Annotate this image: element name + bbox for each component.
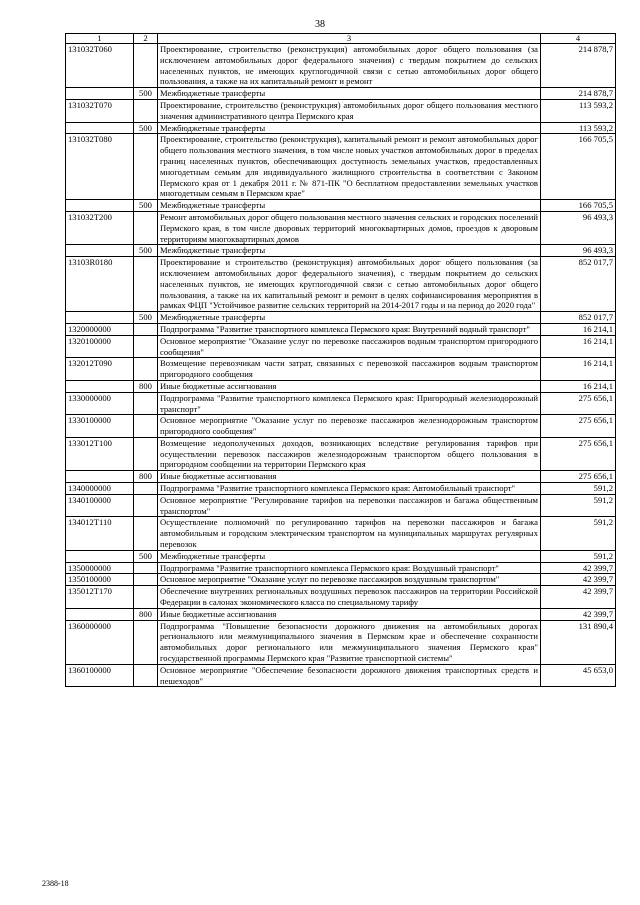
table-row <box>66 122 616 134</box>
description-cell: Осуществление полномочий по регулированию тарифов на перевозки пассажиров и багажа автомобильным и городским электрическим транспортом на муниципальных маршрутах регулярных перевозок <box>158 517 541 550</box>
description-cell: Обеспечение внутренних региональных воздушных перевозок пассажиров на территории Российской Федерации в салонах экономического класса по специальному тарифу <box>158 586 541 609</box>
description-cell: Проектирование, строительство (реконструкция) автомобильных дорог общего пользования (за исключением автомобильных дорог федерального значения) с твердым покрытием до сельских населенных пунктов, не имеющих круглогодичной связи с сетью автомобильных дорог общего пользования, а также на их капитальный ремонт и ремонт <box>158 44 541 88</box>
column-header: 1 <box>66 34 134 44</box>
expense-type-cell <box>134 494 158 517</box>
description-cell: Межбюджетные трансферты <box>158 88 541 100</box>
description-cell: Подпрограмма "Развитие транспортного комплекса Пермского края: Внутренний водный транспорт" <box>158 323 541 335</box>
budget-code-cell: 1330100000 <box>66 415 134 438</box>
expense-type-cell <box>134 586 158 609</box>
description-cell: Основное мероприятие "Регулирование тарифов на перевозки пассажиров и багажа общественным транспортом" <box>158 494 541 517</box>
budget-code-cell: 133012Т100 <box>66 437 134 470</box>
expense-type-cell <box>134 358 158 381</box>
expense-type-cell: 800 <box>134 608 158 620</box>
amount-cell: 42 399,7 <box>541 608 616 620</box>
budget-code-cell: 1330000000 <box>66 392 134 415</box>
description-cell: Основное мероприятие "Обеспечение безопасности дорожного движения транспортных средств и пешеходов" <box>158 664 541 687</box>
description-cell: Подпрограмма "Развитие транспортного комплекса Пермского края: Пригородный железнодорожный транспорт" <box>158 392 541 415</box>
expense-type-cell <box>134 335 158 358</box>
table-row <box>66 494 616 517</box>
table-row <box>66 312 616 324</box>
budget-code-cell: 1360000000 <box>66 620 134 664</box>
expense-type-cell: 500 <box>134 245 158 257</box>
table-row <box>66 415 616 438</box>
budget-code-cell: 135012Т170 <box>66 586 134 609</box>
table-row <box>66 200 616 212</box>
expense-type-cell <box>134 562 158 574</box>
expense-type-cell <box>134 323 158 335</box>
expense-type-cell <box>134 664 158 687</box>
amount-cell: 214 878,7 <box>541 88 616 100</box>
description-cell: Иные бюджетные ассигнования <box>158 380 541 392</box>
expense-type-cell <box>134 620 158 664</box>
table-row <box>66 323 616 335</box>
budget-code-cell: 1320000000 <box>66 323 134 335</box>
amount-cell: 275 656,1 <box>541 437 616 470</box>
description-cell: Межбюджетные трансферты <box>158 122 541 134</box>
table-row <box>66 562 616 574</box>
amount-cell: 16 214,1 <box>541 323 616 335</box>
budget-code-cell: 132012Т090 <box>66 358 134 381</box>
amount-cell: 45 653,0 <box>541 664 616 687</box>
expense-type-cell: 500 <box>134 88 158 100</box>
amount-cell: 275 656,1 <box>541 471 616 483</box>
expense-type-cell <box>134 211 158 244</box>
amount-cell: 852 017,7 <box>541 257 616 312</box>
amount-cell: 42 399,7 <box>541 574 616 586</box>
expense-type-cell <box>134 415 158 438</box>
expense-type-cell <box>134 437 158 470</box>
description-cell: Межбюджетные трансферты <box>158 312 541 324</box>
amount-cell: 131 890,4 <box>541 620 616 664</box>
description-cell: Иные бюджетные ассигнования <box>158 471 541 483</box>
budget-code-cell <box>66 608 134 620</box>
amount-cell: 16 214,1 <box>541 358 616 381</box>
table-row <box>66 437 616 470</box>
description-cell: Проектирование, строительство (реконструкция) автомобильных дорог общего пользования местного значения административного центра Пермского края <box>158 99 541 122</box>
table-row <box>66 620 616 664</box>
expense-type-cell <box>134 392 158 415</box>
budget-code-cell: 131032Т070 <box>66 99 134 122</box>
budget-code-cell: 13103R0180 <box>66 257 134 312</box>
budget-code-cell <box>66 550 134 562</box>
expense-type-cell <box>134 574 158 586</box>
description-cell: Основное мероприятие "Оказание услуг по перевозке пассажиров водным транспортом пригородного сообщения" <box>158 335 541 358</box>
budget-code-cell <box>66 380 134 392</box>
budget-code-cell <box>66 88 134 100</box>
budget-code-cell <box>66 200 134 212</box>
amount-cell: 166 705,5 <box>541 134 616 200</box>
budget-code-cell: 131032Т080 <box>66 134 134 200</box>
description-cell: Межбюджетные трансферты <box>158 550 541 562</box>
description-cell: Межбюджетные трансферты <box>158 200 541 212</box>
budget-code-cell: 1350100000 <box>66 574 134 586</box>
budget-code-cell <box>66 312 134 324</box>
expense-type-cell <box>134 483 158 495</box>
page-number: 38 <box>315 19 325 30</box>
budget-code-cell: 1360100000 <box>66 664 134 687</box>
amount-cell: 591,2 <box>541 494 616 517</box>
expense-type-cell <box>134 99 158 122</box>
table-row <box>66 608 616 620</box>
document-footer-code: 2388-18 <box>42 879 69 888</box>
expense-type-cell <box>134 134 158 200</box>
description-cell: Подпрограмма "Развитие транспортного комплекса Пермского края: Автомобильный транспорт" <box>158 483 541 495</box>
amount-cell: 591,2 <box>541 483 616 495</box>
expense-type-cell: 500 <box>134 200 158 212</box>
table-row <box>66 88 616 100</box>
table-row <box>66 517 616 550</box>
table-row <box>66 471 616 483</box>
amount-cell: 275 656,1 <box>541 392 616 415</box>
amount-cell: 42 399,7 <box>541 562 616 574</box>
description-cell: Подпрограмма "Повышение безопасности дорожного движения на автомобильных дорогах регионального или межмуниципального значения в Пермском крае и обеспечение сохранности автомобильных дорог регионального или межмуниципального значения Пермского края" государственной программы Пермского края "Развитие транспортной системы" <box>158 620 541 664</box>
amount-cell: 275 656,1 <box>541 415 616 438</box>
budget-code-cell: 1340100000 <box>66 494 134 517</box>
amount-cell: 42 399,7 <box>541 586 616 609</box>
table-row <box>66 335 616 358</box>
table-row <box>66 134 616 200</box>
table-row <box>66 245 616 257</box>
table-row <box>66 257 616 312</box>
expense-type-cell: 500 <box>134 122 158 134</box>
description-cell: Основное мероприятие "Оказание услуг по перевозке пассажиров воздушным транспортом" <box>158 574 541 586</box>
budget-code-cell <box>66 245 134 257</box>
table-row <box>66 211 616 244</box>
description-cell: Межбюджетные трансферты <box>158 245 541 257</box>
column-header: 4 <box>541 34 616 44</box>
budget-code-cell: 1340000000 <box>66 483 134 495</box>
amount-cell: 113 593,2 <box>541 99 616 122</box>
expense-type-cell <box>134 517 158 550</box>
description-cell: Иные бюджетные ассигнования <box>158 608 541 620</box>
amount-cell: 166 705,5 <box>541 200 616 212</box>
expense-type-cell: 800 <box>134 380 158 392</box>
table-row <box>66 550 616 562</box>
description-cell: Подпрограмма "Развитие транспортного комплекса Пермского края: Воздушный транспорт" <box>158 562 541 574</box>
description-cell: Возмещение перевозчикам части затрат, связанных с перевозкой пассажиров водным транспортом пригородного сообщения <box>158 358 541 381</box>
expense-type-cell: 500 <box>134 550 158 562</box>
table-row <box>66 574 616 586</box>
table-row <box>66 586 616 609</box>
budget-code-cell: 1320100000 <box>66 335 134 358</box>
table-row <box>66 99 616 122</box>
budget-code-cell: 134012Т110 <box>66 517 134 550</box>
table-row <box>66 358 616 381</box>
expense-type-cell <box>134 44 158 88</box>
budget-code-cell <box>66 122 134 134</box>
description-cell: Возмещение недополученных доходов, возникающих вследствие регулирования тарифов при осуществлении перевозок пассажиров железнодорожным транспортом общего пользования в пригородном сообщении на территории Пермского края <box>158 437 541 470</box>
expense-type-cell: 800 <box>134 471 158 483</box>
description-cell: Ремонт автомобильных дорог общего пользования местного значения сельских и городских поселений Пермского края, в том числе дворовых территорий многоквартирных домов, проездов к дворовым территориям многоквартирных домов <box>158 211 541 244</box>
amount-cell: 591,2 <box>541 517 616 550</box>
amount-cell: 852 017,7 <box>541 312 616 324</box>
expense-type-cell <box>134 257 158 312</box>
description-cell: Проектирование и строительство (реконструкция) автомобильных дорог общего пользования (за исключением автомобильных дорог федерального значения), с твердым покрытием до сельских населенных пунктов, не имеющих круглогодичной связи с сетью автомобильных дорог общего пользования, а также на их капитальный ремонт и ремонт в целях софинансирования мероприятия в рамках ФЦП "Устойчивое развитие сельских территорий на 2014-2017 годы и на период до 2020 года" <box>158 257 541 312</box>
budget-table <box>65 33 616 687</box>
description-cell: Проектирование, строительство (реконструкция), капитальный ремонт и ремонт автомобильных дорог общего пользования местного значения, в том числе новых участков автомобильных дорог в пределах границ населенных пунктов, обеспечивающих доступность земельных участков, предоставленных многодетным семьям для индивидуального жилищного строительства в соответствии с Законом Пермского края от 1 декабря 2011 г. № 871-ПК "О бесплатном предоставлении земельных участков многодетным семьям в Пермском крае" <box>158 134 541 200</box>
amount-cell: 16 214,1 <box>541 380 616 392</box>
table-header-row <box>66 34 616 44</box>
budget-code-cell <box>66 471 134 483</box>
table-body <box>66 44 616 687</box>
amount-cell: 16 214,1 <box>541 335 616 358</box>
amount-cell: 113 593,2 <box>541 122 616 134</box>
table-row <box>66 44 616 88</box>
table-row <box>66 664 616 687</box>
budget-code-cell: 1350000000 <box>66 562 134 574</box>
expense-type-cell: 500 <box>134 312 158 324</box>
amount-cell: 96 493,3 <box>541 211 616 244</box>
amount-cell: 214 878,7 <box>541 44 616 88</box>
table-row <box>66 392 616 415</box>
amount-cell: 591,2 <box>541 550 616 562</box>
column-header: 3 <box>158 34 541 44</box>
table-row <box>66 483 616 495</box>
table-row <box>66 380 616 392</box>
budget-code-cell: 131032Т060 <box>66 44 134 88</box>
column-header: 2 <box>134 34 158 44</box>
amount-cell: 96 493,3 <box>541 245 616 257</box>
description-cell: Основное мероприятие "Оказание услуг по перевозке пассажиров железнодорожным транспортом пригородного сообщения" <box>158 415 541 438</box>
budget-code-cell: 131032Т200 <box>66 211 134 244</box>
